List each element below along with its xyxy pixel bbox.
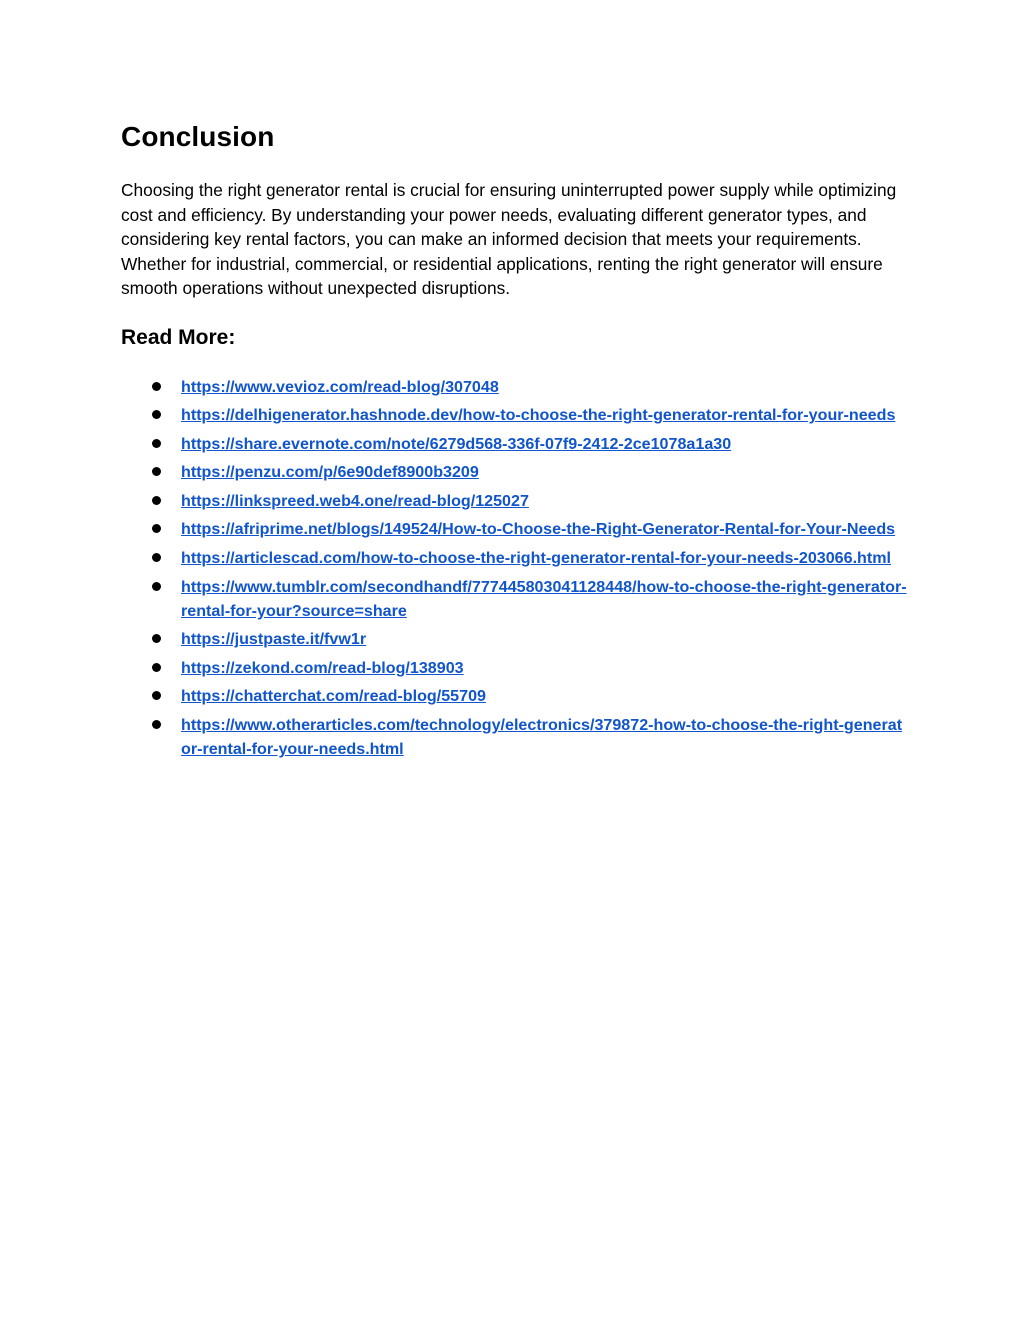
link-tumblr[interactable]: https://www.tumblr.com/secondhandf/777445803041128448/how-to-choose-the-right-generator-rental-for-your?source=share	[181, 577, 907, 620]
link-zekond[interactable]: https://zekond.com/read-blog/138903	[181, 658, 464, 677]
page-title: Conclusion	[121, 121, 275, 152]
read-more-link-list	[121, 375, 908, 762]
link-evernote[interactable]: https://share.evernote.com/note/6279d568-336f-07f9-2412-2ce1078a1a30	[181, 434, 732, 453]
link-afriprime[interactable]: https://afriprime.net/blogs/149524/How-to-Choose-the-Right-Generator-Rental-for-Your-Needs	[181, 520, 896, 539]
list-item	[121, 489, 908, 513]
link-linkspreed[interactable]: https://linkspreed.web4.one/read-blog/125027	[181, 491, 529, 510]
bullet-icon	[152, 382, 161, 391]
link-justpaste[interactable]: https://justpaste.it/fvw1r	[181, 630, 367, 649]
bullet-icon	[152, 439, 161, 448]
list-item	[121, 684, 908, 708]
link-otherarticles[interactable]: https://www.otherarticles.com/technology/electronics/379872-how-to-choose-the-right-generator-rental-for-your-needs.html	[181, 716, 903, 759]
list-item	[121, 656, 908, 680]
bullet-icon	[152, 691, 161, 700]
bullet-icon	[152, 720, 161, 729]
bullet-icon	[152, 496, 161, 505]
list-item	[121, 546, 908, 570]
link-chatterchat[interactable]: https://chatterchat.com/read-blog/55709	[181, 687, 486, 706]
bullet-icon	[152, 553, 161, 562]
link-hashnode[interactable]: https://delhigenerator.hashnode.dev/how-to-choose-the-right-generator-rental-for-your-needs	[181, 406, 896, 425]
link-articlescad[interactable]: https://articlescad.com/how-to-choose-the-right-generator-rental-for-your-needs-203066.html	[181, 549, 892, 568]
bullet-icon	[152, 582, 161, 591]
list-item	[121, 403, 908, 427]
list-item	[121, 713, 908, 761]
list-item	[121, 460, 908, 484]
link-vevioz[interactable]: https://www.vevioz.com/read-blog/307048	[181, 377, 499, 396]
bullet-icon	[152, 634, 161, 643]
bullet-icon	[152, 524, 161, 533]
list-item	[121, 627, 908, 651]
bullet-icon	[152, 663, 161, 672]
bullet-icon	[152, 410, 161, 419]
link-penzu[interactable]: https://penzu.com/p/6e90def8900b3209	[181, 463, 479, 482]
read-more-heading: Read More:	[121, 325, 236, 349]
list-item	[121, 432, 908, 456]
list-item	[121, 375, 908, 399]
list-item	[121, 575, 908, 623]
list-item	[121, 517, 908, 541]
conclusion-paragraph: Choosing the right generator rental is crucial for ensuring uninterrupted power supply while optimizing cost and efficiency. By understanding your power needs, evaluating different generator types, and considering key rental factors, you can make an informed decision that meets your requirements. Whether for industrial, commercial, or residential applications, renting the right generator will ensure smooth operations without unexpected disruptions.	[121, 180, 897, 298]
bullet-icon	[152, 467, 161, 476]
